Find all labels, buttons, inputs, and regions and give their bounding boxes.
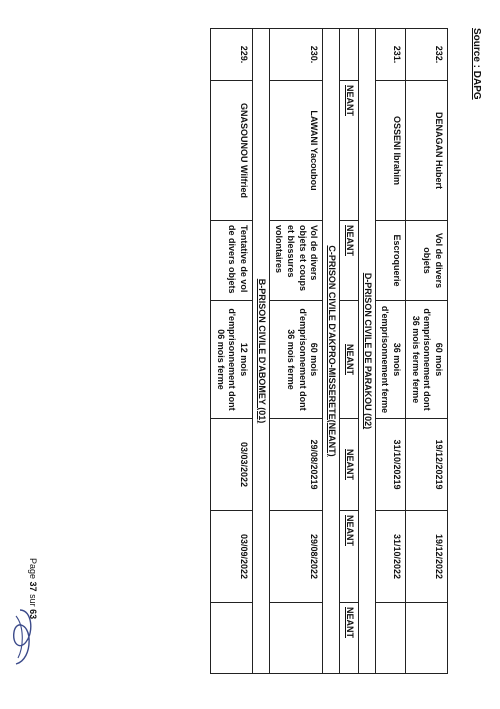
prisoner-name: DENAGAN Hubert (405, 81, 447, 221)
empty-cell (405, 603, 447, 674)
sentence: 60 mois d'emprisonnement dont 36 mois ferme (269, 301, 323, 419)
prisoner-name: GNASOUNOU Wilfried (211, 81, 253, 221)
empty-cell (211, 603, 253, 674)
section-heading-abomey: B-PRISON CIVILE D'ABOMEY (01) (253, 29, 270, 674)
prisoner-name: OSSENI Ibrahim (375, 81, 405, 221)
prisoners-table (210, 28, 448, 674)
neant-label: NEANT (340, 81, 359, 221)
signature-mark (8, 602, 38, 672)
row-number: 231. (375, 29, 405, 81)
table-row (269, 29, 323, 674)
table-row (405, 29, 447, 674)
sentence: 36 mois d'emprisonnement ferme (375, 301, 405, 419)
empty-cell (375, 603, 405, 674)
section-heading-parakou: D-PRISON CIVILE DE PARAKOU (02) (358, 29, 375, 674)
sentence: 12 mois d'emprisonnement dont 06 mois ferme (211, 301, 253, 419)
section-heading-akpro: C-PRISON CIVILE D'AKPRO-MISSERETE(NEANT) (323, 29, 340, 674)
neant-row (340, 29, 359, 674)
date-start: 03/03/2022 (211, 419, 253, 511)
neant-label: NEANT (340, 511, 359, 603)
neant-label: NEANT (340, 221, 359, 301)
row-number: 230. (269, 29, 323, 81)
empty-cell (269, 603, 323, 674)
section-row (253, 29, 270, 674)
offense: Vol de divers objets (405, 221, 447, 301)
date-start: 29/08/20219 (269, 419, 323, 511)
date-end: 19/12/2022 (405, 511, 447, 603)
date-end: 03/09/2022 (211, 511, 253, 603)
prisoner-name: LAWANI Yacoubou (269, 81, 323, 221)
neant-label: NEANT (340, 419, 359, 511)
table-row (375, 29, 405, 674)
offense: Tentative de vol de divers objets (211, 221, 253, 301)
date-start: 31/10/20219 (375, 419, 405, 511)
empty-cell (340, 29, 359, 81)
offense: Vol de divers objets et coups et blessures volontaires (269, 221, 323, 301)
neant-label: NEANT (340, 603, 359, 674)
section-row (358, 29, 375, 674)
date-end: 31/10/2022 (375, 511, 405, 603)
sentence: 60 mois d'emprisonnement dont 36 mois ferme ferme (405, 301, 447, 419)
date-end: 29/08/2022 (269, 511, 323, 603)
row-number: 232. (405, 29, 447, 81)
section-row (323, 29, 340, 674)
table-row (211, 29, 253, 674)
date-start: 19/12/20219 (405, 419, 447, 511)
neant-label: NEANT (340, 301, 359, 419)
row-number: 229. (211, 29, 253, 81)
source-note: Source : DAPG (471, 28, 482, 100)
offense: Escroquerie (375, 221, 405, 301)
page-number: Page 37 sur 63 (28, 558, 38, 620)
